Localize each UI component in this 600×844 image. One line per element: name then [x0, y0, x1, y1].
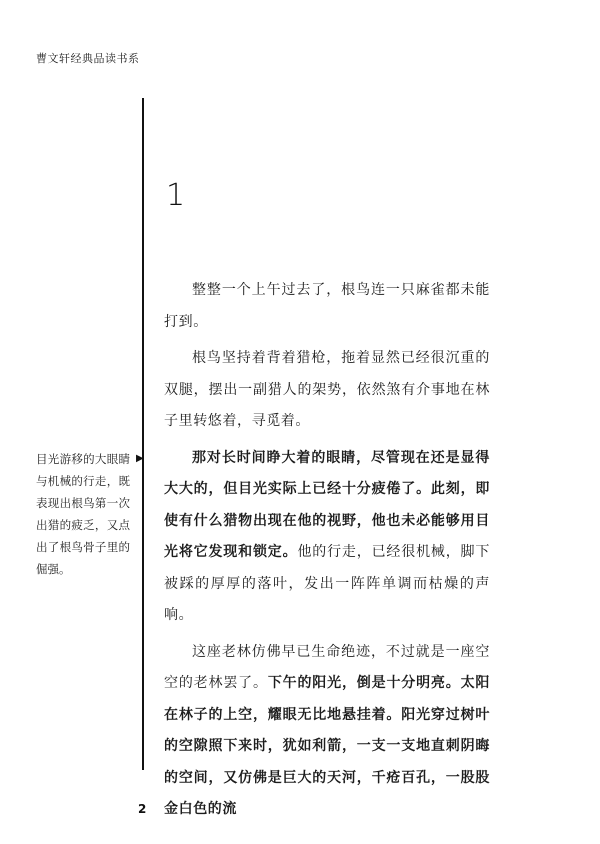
- sidenote-text: 目光游移的大眼睛与机械的行走，既表现出根鸟第一次出猎的疲乏，又点出了根鸟骨子里的倔强。: [36, 452, 130, 576]
- paragraph: [164, 443, 490, 632]
- paragraph-text: 他的行走，已经很机械，脚下被踩的厚厚的落叶，发出一阵阵单调而枯燥的声响。: [164, 544, 490, 623]
- sidenote-marker-icon: ▶: [136, 453, 144, 464]
- page-number: 2: [138, 802, 147, 816]
- paragraph-text: 根鸟坚持着背着猎枪，拖着显然已经很沉重的双腿，摆出一副猎人的架势，依然煞有介事地在林子里转悠着，寻觅着。: [164, 350, 490, 429]
- margin-rule: [142, 98, 144, 770]
- paragraph-text-bold: 那对长时间睁大着的眼睛，尽管现在还是显得大大的，但目光实际上已经十分疲倦了。此刻，即使有什么猎物出现在他的视野，他也未必能够用目光将它发现和锁定。: [164, 449, 490, 560]
- paragraph: [164, 343, 490, 438]
- paragraph-text: 整整一个上午过去了，根鸟连一只麻雀都未能打到。: [164, 282, 490, 330]
- paragraph-text: 这座老林仿佛早已生命绝迹，不过就是一座空空的老林罢了。: [164, 643, 490, 691]
- sidenote: [36, 448, 144, 580]
- paragraph-text-bold: 下午的阳光，倒是十分明亮。太阳在林子的上空，耀眼无比地悬挂着。阳光穿过树叶的空隙照下来时，犹如利箭，一支一支地直刺阴晦的空间，又仿佛是巨大的天河，千疮百孔，一股股金白色的流: [164, 675, 491, 817]
- paragraph: [164, 637, 490, 826]
- body-text: [164, 275, 490, 831]
- series-title: 曹文轩经典品读书系: [36, 52, 140, 65]
- paragraph: [164, 275, 490, 338]
- chapter-number: 1: [166, 178, 186, 213]
